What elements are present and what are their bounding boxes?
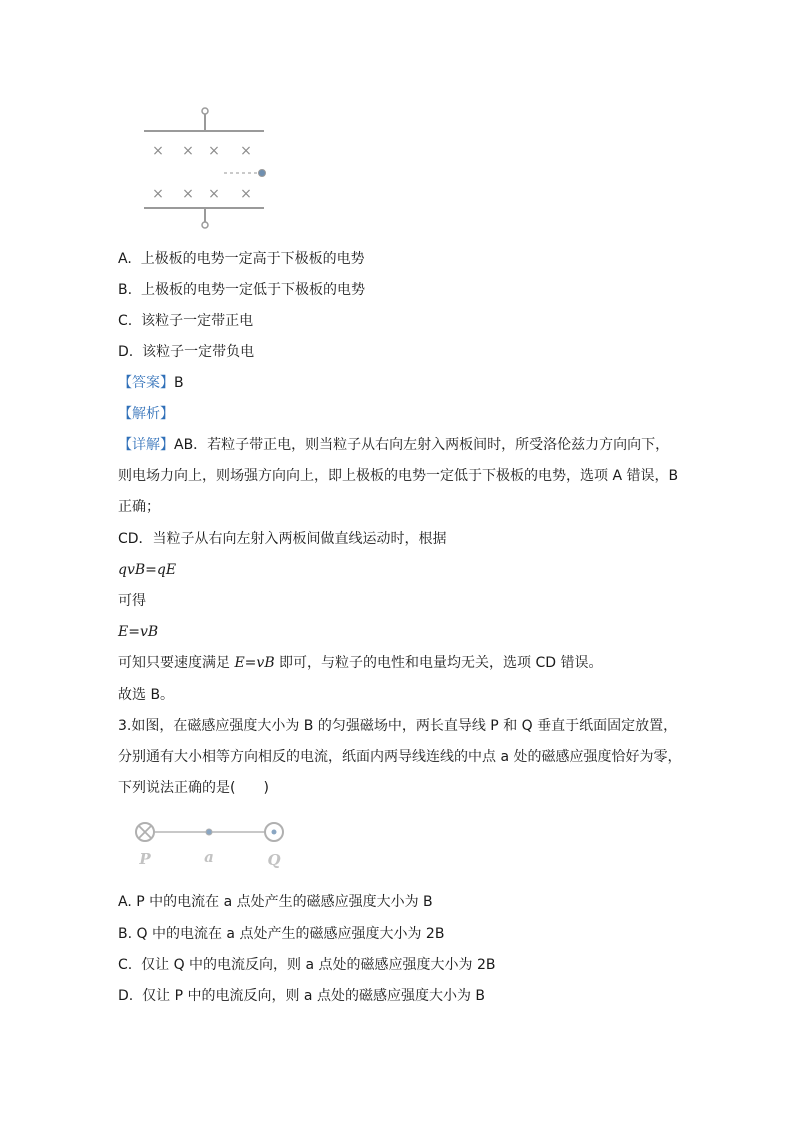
q2-cd-line: CD．当粒子从右向左射入两板间做直线运动时，根据 (118, 531, 447, 547)
q3-option-b: B. Q 中的电流在 a 点处产生的磁感应强度大小为 2B (118, 926, 445, 942)
capacitor-field-figure (138, 104, 272, 232)
q2-option-a: A. 上极板的电势一定高于下极板的电势 (118, 251, 365, 267)
q3-option-d: D. 仅让 P 中的电流反向，则 a 点处的磁感应强度大小为 B (118, 988, 486, 1004)
upper-terminal-icon (202, 108, 208, 114)
label-q: Q (267, 851, 281, 869)
q2-detail-line-2: 则电场力向上，则场强方向向上，即上极板的电势一定低于下极板的电势，选项 A 错误，B (118, 468, 679, 484)
particle-icon (259, 170, 266, 177)
q2-option-b: B. 上极板的电势一定低于下极板的电势 (118, 282, 365, 298)
field-cross-mark: × (152, 186, 164, 202)
field-cross-mark: × (208, 143, 220, 159)
field-cross-mark: × (182, 186, 194, 202)
field-cross-mark: × (208, 186, 220, 202)
q2-analysis-label: 【解析】 (118, 406, 174, 422)
wires-figure (128, 815, 298, 873)
q3-option-a: A. P 中的电流在 a 点处产生的磁感应强度大小为 B (118, 894, 433, 910)
field-cross-mark: × (240, 186, 252, 202)
q2-equation-1: qvB=qE (118, 562, 177, 578)
q3-stem-line-3: 下列说法正确的是( ) (118, 780, 269, 796)
q2-detail-line-1: 【详解】AB．若粒子带正电，则当粒子从右向左射入两板间时，所受洛伦兹力方向向下， (118, 437, 670, 453)
field-cross-mark: × (152, 143, 164, 159)
q2-conclusion: 可知只要速度满足 E=vB 即可，与粒子的电性和电量均无关，选项 CD 错误。 (118, 655, 603, 671)
q2-equation-2: E=vB (118, 624, 159, 640)
q3-option-c: C. 仅让 Q 中的电流反向，则 a 点处的磁感应强度大小为 2B (118, 957, 496, 973)
q2-kede: 可得 (118, 593, 146, 609)
q3-stem-line-1: 3.如图，在磁感应强度大小为 B 的匀强磁场中，两长直导线 P 和 Q 垂直于纸面固定放置， (118, 718, 678, 734)
q2-answer: 【答案】B (118, 375, 184, 391)
field-cross-mark: × (182, 143, 194, 159)
wire-q-out-of-page-icon (265, 823, 283, 841)
q3-stem-line-2: 分别通有大小相等方向相反的电流，纸面内两导线连线的中点 a 处的磁感应强度恰好为零， (118, 749, 682, 765)
lower-terminal-icon (202, 222, 208, 228)
field-cross-mark: × (240, 143, 252, 159)
wire-p-into-page-icon (136, 823, 154, 841)
q2-option-d: D. 该粒子一定带负电 (118, 344, 255, 360)
label-p: P (139, 850, 151, 868)
point-a-icon (206, 829, 212, 835)
label-a: a (204, 848, 214, 866)
q2-final: 故选 B。 (118, 687, 175, 703)
q2-detail-line-3: 正确； (118, 499, 160, 515)
q2-option-c: C. 该粒子一定带正电 (118, 313, 254, 329)
